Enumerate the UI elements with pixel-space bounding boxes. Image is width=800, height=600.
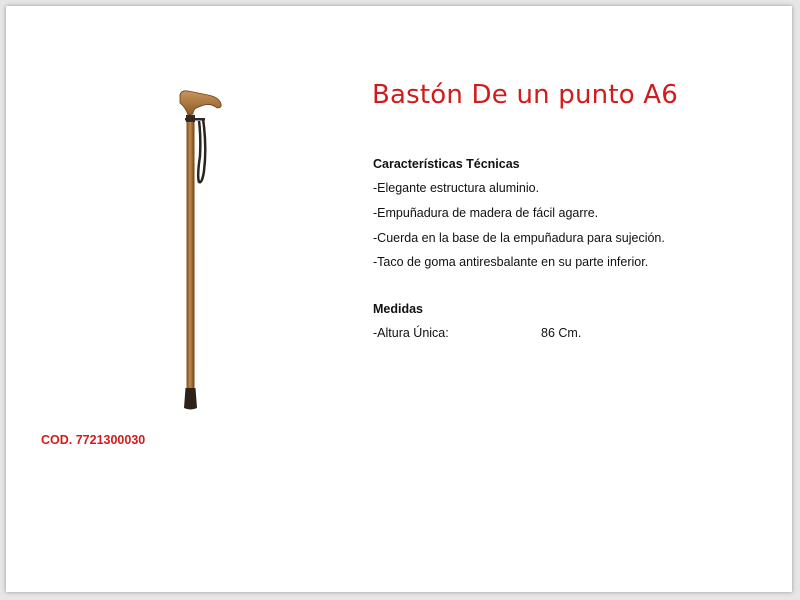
spec-item: -Cuerda en la base de la empuñadura para sujeción.: [373, 231, 665, 245]
measures-heading: Medidas: [373, 302, 424, 316]
product-title: Bastón De un punto A6: [372, 80, 679, 110]
height-label: -Altura Única:: [373, 326, 449, 340]
product-sheet: [6, 6, 792, 592]
spec-item: -Empuñadura de madera de fácil agarre.: [373, 206, 599, 220]
height-value: 86 Cm.: [541, 326, 582, 340]
spec-item: -Elegante estructura aluminio.: [373, 181, 540, 195]
cane-image: [166, 86, 226, 416]
spec-item: -Taco de goma antiresbalante en su parte inferior.: [373, 255, 649, 269]
specs-heading: Características Técnicas: [373, 157, 520, 171]
product-code: COD. 7721300030: [41, 433, 146, 447]
